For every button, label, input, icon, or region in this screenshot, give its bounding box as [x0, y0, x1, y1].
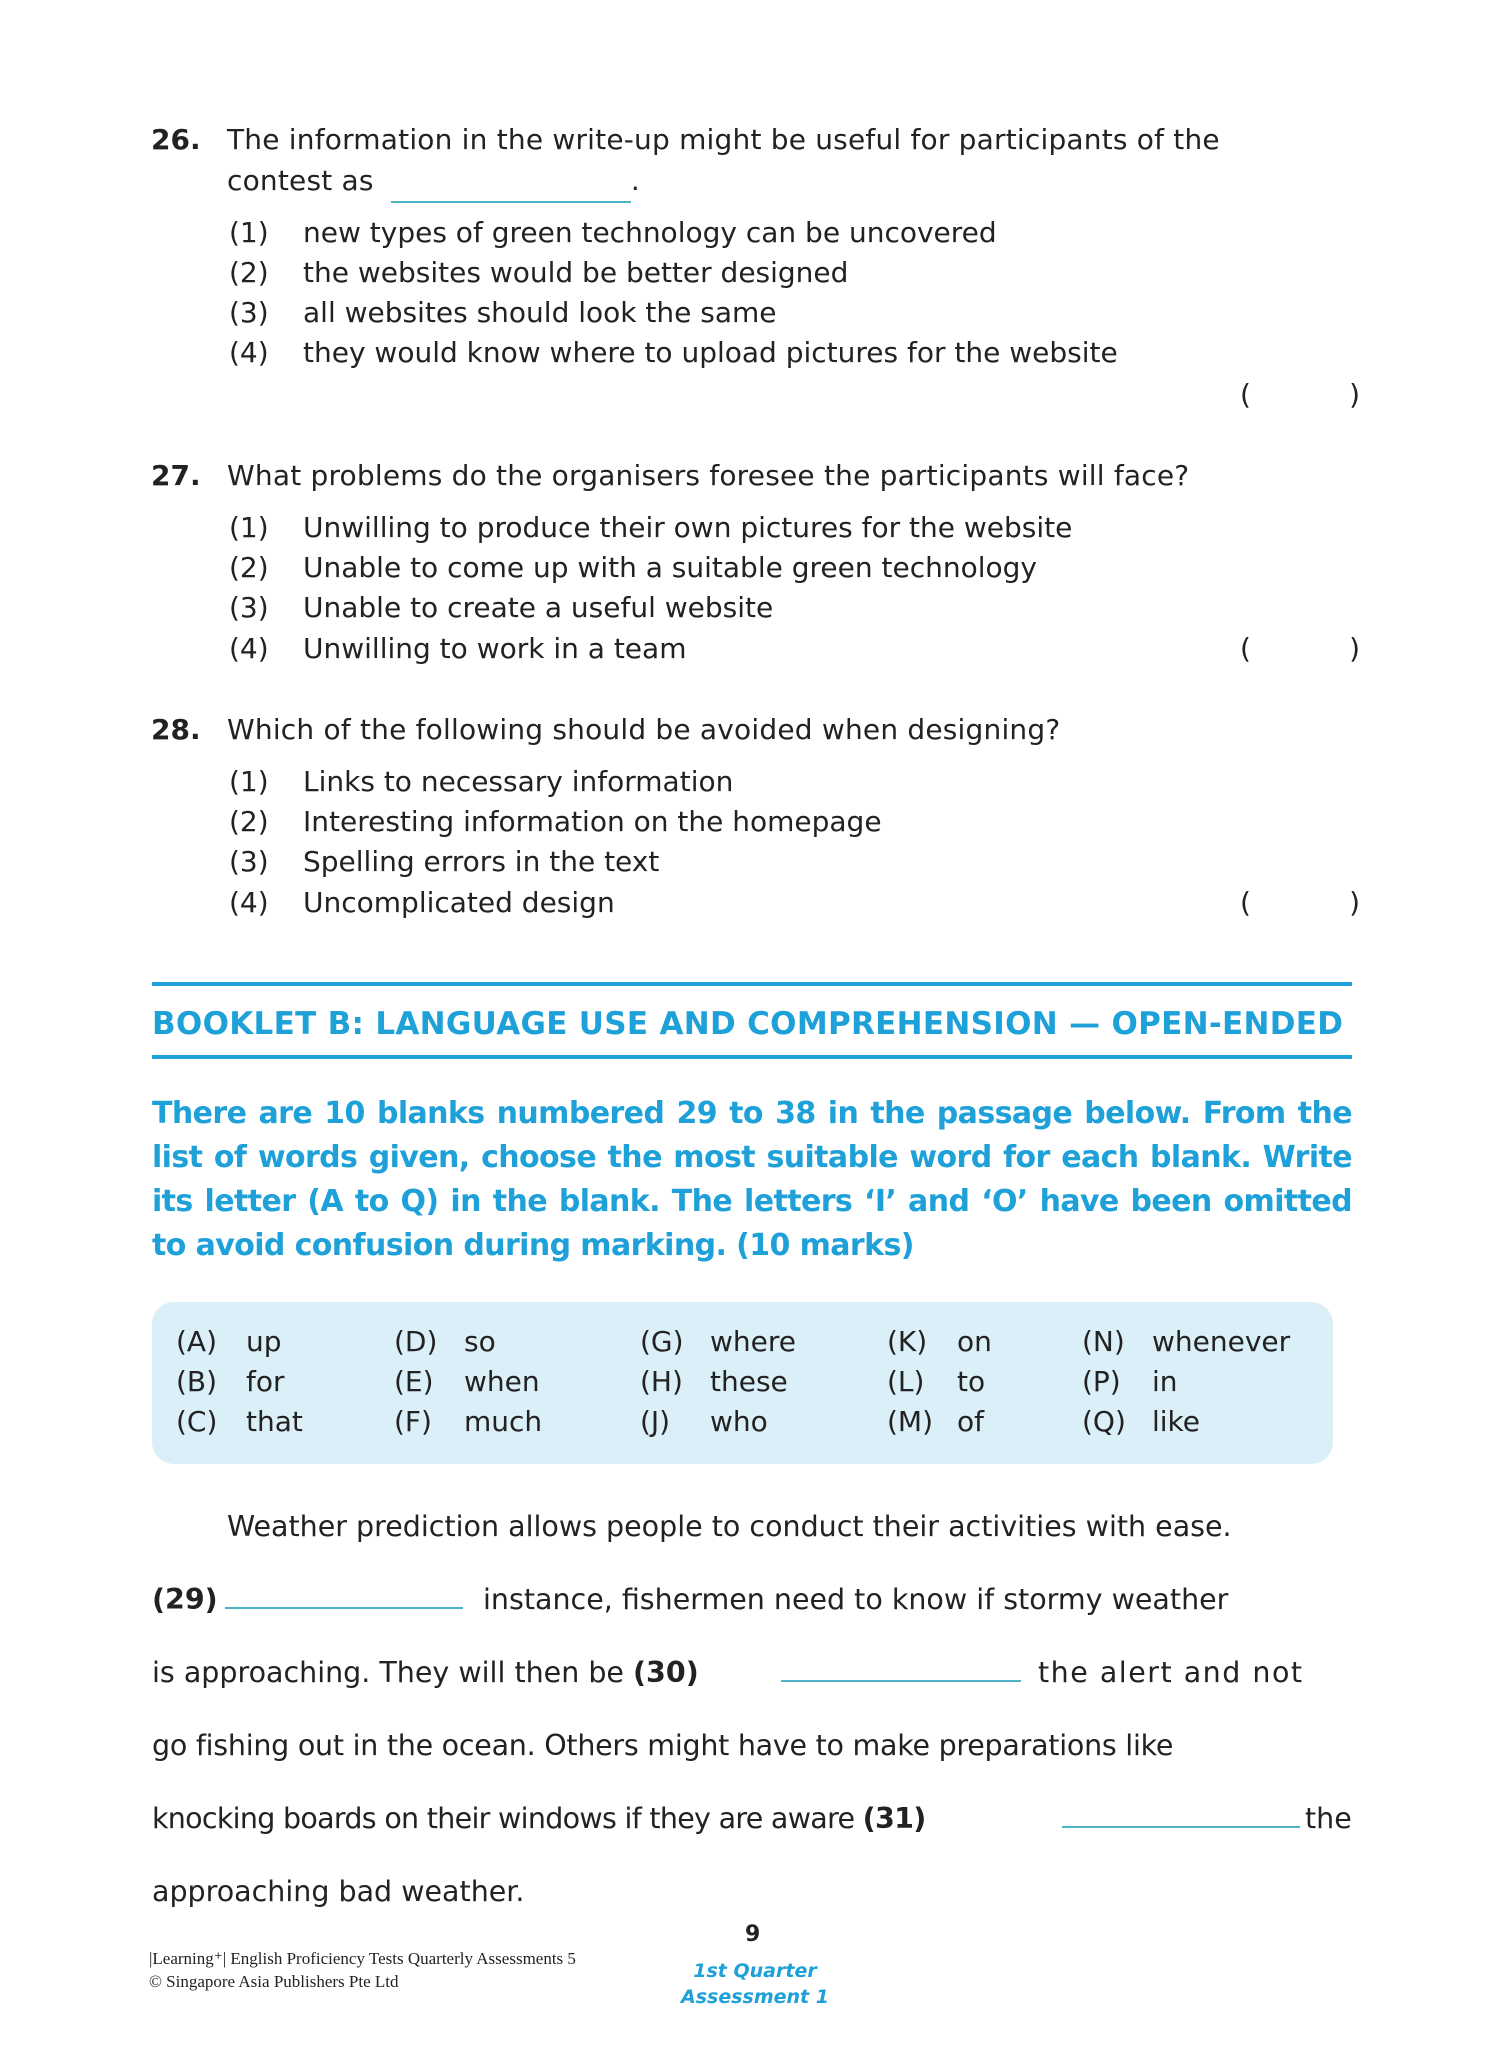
section-instructions: There are 10 blanks numbered 29 to 38 in the passage below. From the list of words given, choose the most suitable word for each blank. Write its letter (A to Q) in the blank. The letters ‘I’ and ‘O’ have been omitted to avoid confusion during marking. (10 marks): [152, 1096, 1352, 1263]
option-number: (4): [229, 336, 269, 369]
section-rule-top: [152, 982, 1352, 986]
question-stem: What problems do the organisers foresee the participants will face?: [227, 459, 1190, 492]
page-number: 9: [745, 1922, 761, 1947]
word-text: who: [710, 1405, 768, 1438]
blank-number-30: (30): [633, 1656, 699, 1689]
passage-line: approaching bad weather.: [152, 1875, 525, 1908]
option-number: (3): [229, 296, 269, 329]
word-text: to: [957, 1365, 986, 1398]
word-text: so: [464, 1325, 496, 1358]
paren-open: (: [1240, 886, 1251, 919]
word-text: much: [464, 1405, 543, 1438]
option-number: (4): [229, 886, 269, 919]
option-text: Uncomplicated design: [303, 886, 615, 919]
word-letter: (Q): [1082, 1405, 1126, 1438]
word-option: [394, 1402, 542, 1442]
option-text: Unwilling to produce their own pictures for the website: [303, 511, 1073, 544]
passage-line: [152, 1799, 926, 1839]
word-option: [1082, 1362, 1178, 1402]
blank-29[interactable]: [225, 1607, 463, 1609]
quarter-label: 1st Quarter: [693, 1960, 817, 1982]
word-text: up: [246, 1325, 282, 1358]
word-letter: (F): [394, 1405, 432, 1438]
option-number: (2): [229, 551, 269, 584]
word-letter: (D): [394, 1325, 438, 1358]
copyright: © Singapore Asia Publishers Pte Ltd: [149, 1972, 399, 1991]
word-letter: (A): [176, 1325, 218, 1358]
word-text: like: [1152, 1405, 1201, 1438]
stem-text: contest as: [227, 164, 374, 197]
option-text: Interesting information on the homepage: [303, 805, 882, 838]
word-option: [640, 1322, 796, 1362]
option-text: all websites should look the same: [303, 296, 777, 329]
word-text: where: [710, 1325, 796, 1358]
word-option: [176, 1362, 285, 1402]
option-number: (3): [229, 845, 269, 878]
blank-number-29: (29): [152, 1583, 218, 1616]
word-letter: (K): [887, 1325, 928, 1358]
passage-line: Weather prediction allows people to conduct their activities with ease.: [227, 1510, 1232, 1543]
word-letter: (C): [176, 1405, 218, 1438]
question-number: 28.: [151, 713, 201, 746]
word-option: [176, 1402, 303, 1442]
option-number: (1): [229, 511, 269, 544]
option-text: they would know where to upload pictures for the website: [303, 336, 1118, 369]
passage-line: [152, 1580, 218, 1620]
word-letter: (L): [887, 1365, 925, 1398]
paren-close: ): [1349, 886, 1360, 919]
word-list-box: [152, 1302, 1333, 1464]
passage-line: instance, fishermen need to know if stormy weather: [483, 1583, 1229, 1616]
paren-open: (: [1240, 378, 1251, 411]
word-option: [1082, 1322, 1290, 1362]
word-letter: (H): [640, 1365, 683, 1398]
word-option: [1082, 1402, 1200, 1442]
word-option: [640, 1402, 768, 1442]
section-rule-bottom: [152, 1055, 1352, 1059]
word-letter: (B): [176, 1365, 218, 1398]
paren-close: ): [1349, 632, 1360, 665]
section-heading: BOOKLET B: LANGUAGE USE AND COMPREHENSION — OPEN-ENDED: [152, 1006, 1344, 1042]
book-title: |Learning⁺| English Proficiency Tests Quarterly Assessments 5: [149, 1949, 576, 1968]
word-option: [887, 1322, 992, 1362]
word-option: [887, 1362, 985, 1402]
stem-period: .: [630, 164, 640, 197]
option-text: new types of green technology can be uncovered: [303, 216, 997, 249]
word-text: in: [1152, 1365, 1178, 1398]
word-text: these: [710, 1365, 788, 1398]
word-letter: (N): [1082, 1325, 1125, 1358]
assessment-label: Assessment 1: [681, 1986, 829, 2008]
word-letter: (M): [887, 1405, 934, 1438]
word-letter: (J): [640, 1405, 671, 1438]
answer-blank[interactable]: [391, 161, 631, 203]
option-text: Unable to come up with a suitable green technology: [303, 551, 1037, 584]
option-number: (1): [229, 765, 269, 798]
word-option: [176, 1322, 282, 1362]
word-text: on: [957, 1325, 992, 1358]
word-letter: (E): [394, 1365, 434, 1398]
question-stem: Which of the following should be avoided when designing?: [227, 713, 1061, 746]
word-text: of: [957, 1405, 984, 1438]
option-number: (1): [229, 216, 269, 249]
word-text: whenever: [1152, 1325, 1291, 1358]
option-text: Links to necessary information: [303, 765, 734, 798]
word-text: when: [464, 1365, 540, 1398]
question-stem-continued: [227, 161, 640, 203]
word-text: that: [246, 1405, 303, 1438]
option-text: Unable to create a useful website: [303, 591, 774, 624]
word-option: [887, 1402, 984, 1442]
word-text: for: [246, 1365, 285, 1398]
option-number: (2): [229, 805, 269, 838]
word-option: [394, 1322, 496, 1362]
paren-open: (: [1240, 632, 1251, 665]
word-letter: (G): [640, 1325, 684, 1358]
passage-line: [152, 1653, 699, 1693]
word-option: [394, 1362, 540, 1402]
passage-text: knocking boards on their windows if they are aware: [152, 1802, 855, 1835]
passage-line: the alert and not: [1038, 1656, 1304, 1689]
question-number: 27.: [151, 459, 201, 492]
option-text: Unwilling to work in a team: [303, 632, 687, 665]
passage-line: the: [1305, 1802, 1352, 1835]
blank-31[interactable]: [1062, 1826, 1300, 1828]
option-number: (4): [229, 632, 269, 665]
option-text: the websites would be better designed: [303, 256, 849, 289]
option-number: (2): [229, 256, 269, 289]
blank-number-31: (31): [862, 1802, 926, 1835]
paren-close: ): [1349, 378, 1360, 411]
option-text: Spelling errors in the text: [303, 845, 660, 878]
question-stem: The information in the write-up might be useful for participants of the: [227, 123, 1220, 156]
blank-30[interactable]: [781, 1680, 1021, 1682]
question-number: 26.: [151, 123, 201, 156]
word-option: [640, 1362, 788, 1402]
passage-line: go fishing out in the ocean. Others might have to make preparations like: [152, 1729, 1174, 1762]
option-number: (3): [229, 591, 269, 624]
passage-text: is approaching. They will then be: [152, 1656, 624, 1689]
word-letter: (P): [1082, 1365, 1121, 1398]
